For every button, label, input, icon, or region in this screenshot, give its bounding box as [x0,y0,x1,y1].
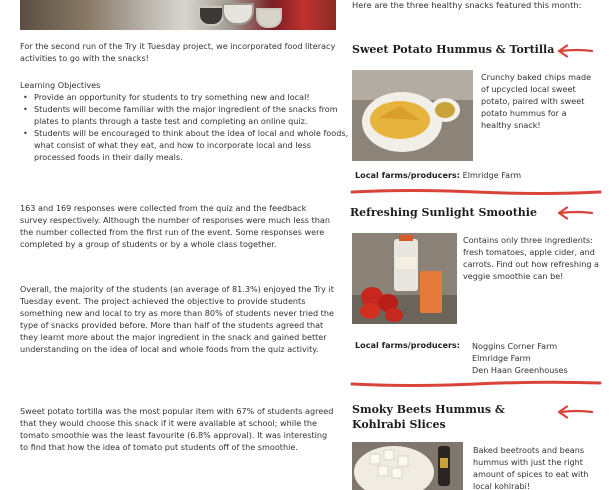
farms-label: Local farms/producers: [355,170,460,180]
sample-cup-small [256,8,282,28]
objective-item: • Students will be encouraged to think about the idea of local and whole foods, what consist of what they eat, and how to incorporate local and less processed foods in their daily meals. [23,128,349,162]
snack-3-title-line-1: Smoky Beets Hummus & [352,403,505,416]
section-divider [350,188,602,196]
tray-background [20,0,336,30]
objective-item: • Provide an opportunity for students to try something new and local! [23,92,310,102]
red-arrow-icon [556,405,594,419]
farms-label: Local farms/producers: [355,340,460,350]
section-divider [350,380,602,388]
snack-3-description: Baked beetroots and beans hummus with just the right amount of spices to eat with local kohlrabi! [473,445,589,490]
farm-name: Den Haan Greenhouses [472,365,568,375]
snack-1-description: Crunchy baked chips made of upcycled local sweet potato, paired with sweet potato hummus for a healthy snack! [481,72,592,130]
sweet-potato-tortilla-photo [352,70,473,161]
intro-paragraph: For the second run of the Try it Tuesday project, we incorporated food literacy activities to go with the snacks! [20,41,336,63]
objective-item: • Students will become familiar with the major ingredient of the snacks from plates to plants through a taste test and completing an online quiz. [23,104,338,126]
snacks-intro: Here are the three healthy snacks featured this month: [352,0,582,10]
farm-name: Noggins Corner Farm [472,341,558,351]
farm-name: Elmridge Farm [462,170,522,180]
sunlight-smoothie-photo [352,233,457,324]
objectives-heading: Learning Objectives [20,80,101,90]
red-arrow-icon [556,206,594,220]
objectives-list [20,91,350,163]
header-photo-snacks [20,0,336,30]
farm-name: Elmridge Farm [472,353,531,363]
snack-2-title: Refreshing Sunlight Smoothie [350,206,537,219]
red-arrow-icon [556,44,594,58]
snack-1-title: Sweet Potato Hummus & Tortilla [352,43,555,56]
snack-3-title-line-2: Kohlrabi Slices [352,418,446,431]
dip-cup [198,6,224,26]
popular-paragraph: Sweet potato tortilla was the most popular item with 67% of students agreed that they would choose this snack if it were available at school; while the tomato smoothie was the least favourite (6.8% approval). It was interesting to find that how the idea of tomato put students off of the smoothie. [20,406,334,452]
snack-3-title [352,402,552,432]
snack-2-farms [472,340,602,376]
snack-2-description: Contains only three ingredients: fresh tomatoes, apple cider, and carrots. Find out how refreshing a veggie smoothie can be! [463,235,599,281]
overall-paragraph: Overall, the majority of the students (an average of 81.3%) enjoyed the Try it Tuesday event. The project achieved the objective to provide students something new and local to try as more than 80% of students never tried the type of snacks provided before. More than half of the students agreed that they learnt more about the major ingredient in the snack and gained better understanding on the idea of local and whole foods from the quiz activity. [20,284,334,354]
beets-hummus-photo [352,442,463,490]
responses-paragraph: 163 and 169 responses were collected from the quiz and the feedback survey respectively. Although the number of responses were much less than the number collected from the first run of the event. Some responses were completed by a group of students or by a whole class together. [20,203,330,249]
snack-1-farms [355,169,605,181]
